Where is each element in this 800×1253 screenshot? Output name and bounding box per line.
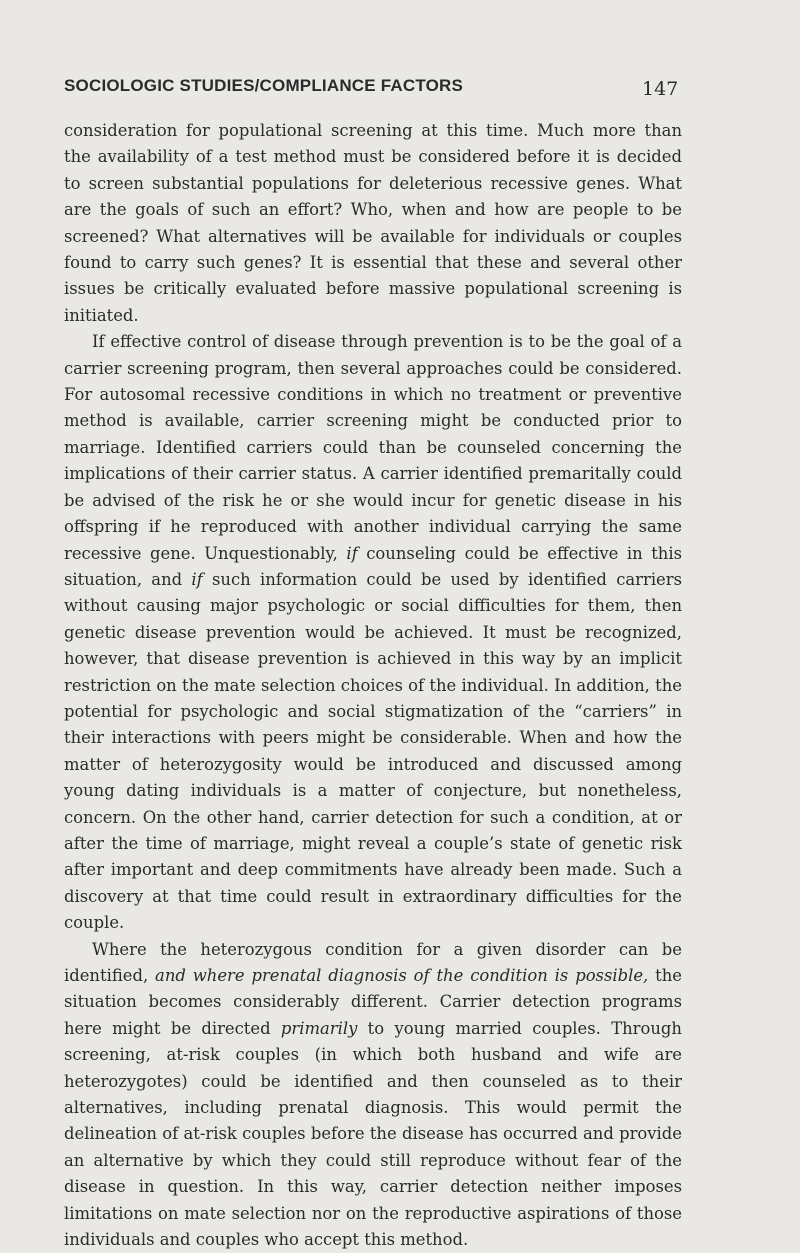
paragraph-2-emphasis-if-1: if [346,543,358,563]
paragraph-2-emphasis-if-2: if [191,569,203,589]
paragraph-2-text-b: counseling could be effective in this situation, and [64,543,682,589]
body-text [64,118,682,1253]
paragraph-2-text-a: If effective control of disease through prevention is to be the goal of a carrier screening program, then several approaches could be considered. For autosomal recessive conditions in which no treatment or preventive method is available, carrier screening might be conducted prior to marriage. Identified carriers could than be counseled concerning the implications of their carrier status. A carrier identified premaritally could be advised of the risk he or she would incur for genetic disease in his offspring if he reproduced with another individual carrying the same recessive gene. Unquestionably, [64,332,682,563]
paragraph-3 [64,937,682,1253]
paragraph-2 [64,329,682,936]
running-head: SOCIOLOGIC STUDIES/COMPLIANCE FACTORS [64,76,464,95]
paragraph-1 [64,118,682,329]
paragraph-3-text-c: to young married couples. Through screening, at-risk couples (in which both husband and wife are heterozygotes) could be identified and then counseled as to their alternatives, including prenatal diagnosis. This would permit the delineation of at-risk couples before the disease has occurred and provide an alternative by which they could still reproduce without fear of the disease in question. In this way, carrier detection neither imposes limitations on mate selection nor on the reproductive aspirations of those individuals and couples who accept this method. [64,1018,682,1250]
page-number: 147 [642,78,679,100]
paragraph-3-emphasis-primarily: primarily [280,1018,358,1038]
paragraph-2-text-c: such information could be used by identified carriers without causing major psychologic or social difficulties for them, then genetic disease prevention would be achieved. It must be recognized, however, that disease prevention is achieved in this way by an implicit restriction on the mate selection choices of the individual. In addition, the potential for psychologic and social stigmatization of the “carriers” in their interactions with peers might be considerable. When and how the matter of heterozygosity would be introduced and discussed among young dating individuals is a matter of conjecture, but nonetheless, concern. On the other hand, carrier detection for such a condition, at or after the time of marriage, might reveal a couple’s state of genetic risk after important and deep commitments have already been made. Such a discovery at that time could result in extraordinary difficulties for the couple. [64,569,683,933]
paragraph-3-text-a: Where the heterozygous condition for a given disorder can be identified, [64,939,682,985]
paragraph-3-emphasis-prenatal: and where prenatal diagnosis of the condition is possible, [155,966,649,985]
paragraph-1-text: consideration for populational screening at this time. Much more than the availability of a test method must be considered before it is decided to screen substantial populations for deleterious recessive genes. What are the goals of such an effort? Who, when and how are people to be screened? What alternatives will be available for individuals or couples found to carry such genes? It is essential that these and several other issues be critically evaluated before massive populational screening is initiated. [64,121,682,325]
paragraph-3-text-b: the situation becomes considerably different. Carrier detection programs here might be directed [64,966,683,1038]
